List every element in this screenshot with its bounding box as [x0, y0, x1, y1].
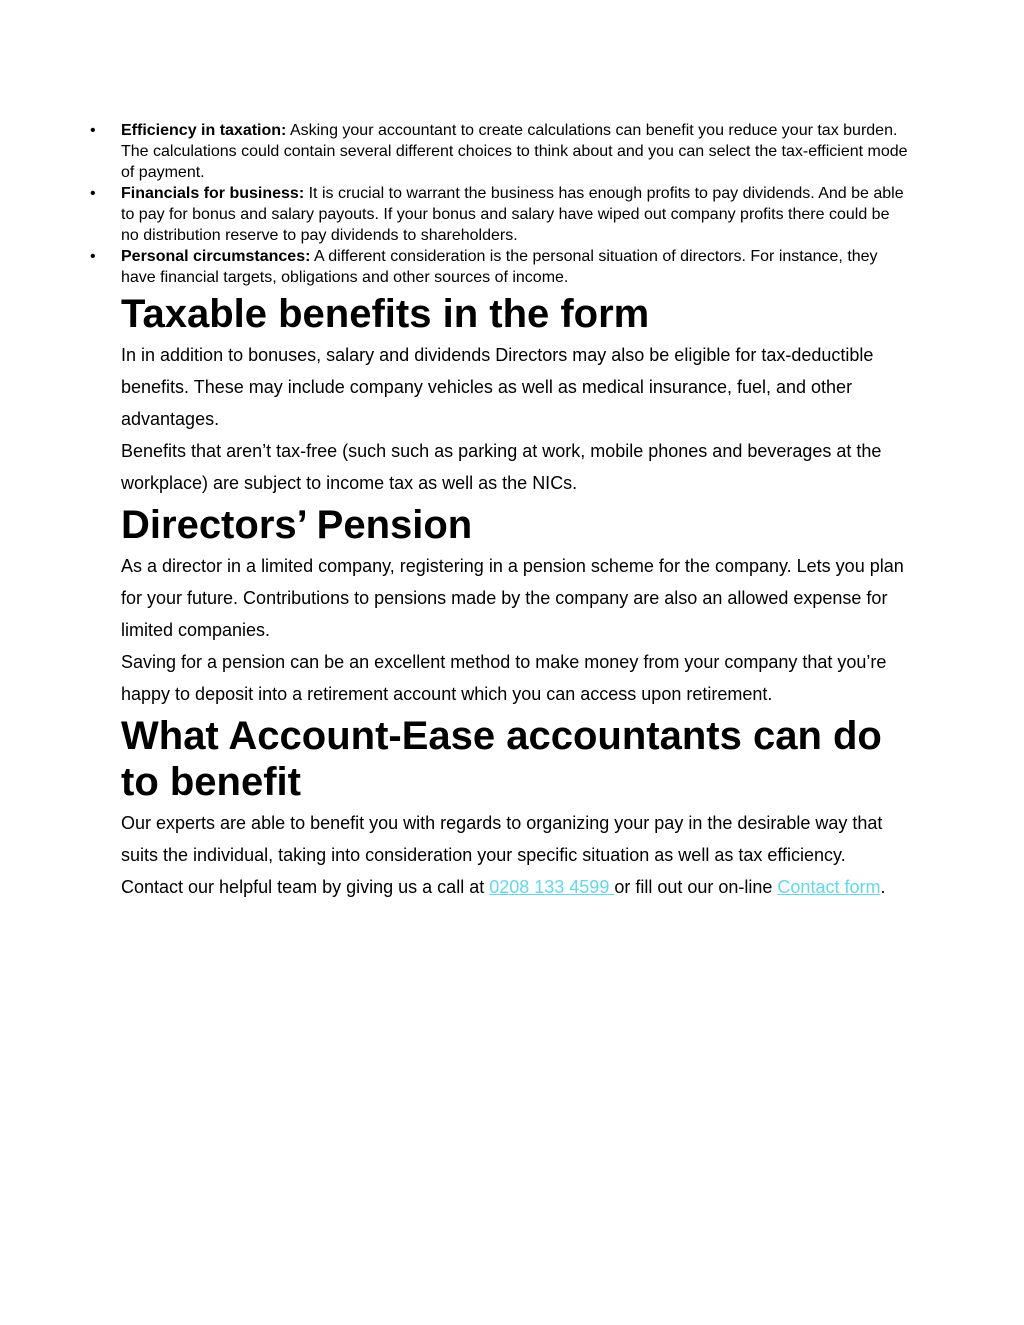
list-item-text: It is crucial to warrant the business has enough profits to pay dividends. And be able to pay for bonus and salary payouts. If your bonus and salary have wiped out company profits there could be no distribution reserve to pay dividends to shareholders. [121, 185, 904, 244]
list-item-label: Efficiency in taxation: [121, 122, 287, 139]
consideration-list [90, 120, 911, 288]
bullet-icon: • [90, 185, 96, 202]
phone-link[interactable]: 0208 133 4599 [489, 877, 615, 897]
section-heading-taxable-benefits: Taxable benefits in the form [121, 292, 650, 336]
closing-text-end: . [880, 877, 886, 897]
list-item-label: Financials for business: [121, 185, 305, 202]
closing-text: Our experts are able to benefit you with regards to organizing your pay in the desirable way that suits the individual, taking into consideration your specific situation as well as tax efficiency. Contact our helpful team by giving us a call at [121, 813, 883, 897]
section-heading-directors-pension: Directors’ Pension [121, 503, 473, 547]
paragraph: In in addition to bonuses, salary and dividends Directors may also be eligible for tax-deductible benefits. These may include company vehicles as well as medical insurance, fuel, and other advantages. [121, 345, 874, 429]
list-item [90, 120, 911, 183]
list-item-label: Personal circumstances: [121, 248, 311, 265]
contact-form-link[interactable]: Contact form [777, 877, 881, 897]
list-item [90, 183, 911, 246]
bullet-icon: • [90, 248, 96, 265]
paragraph: Benefits that aren’t tax-free (such such as parking at work, mobile phones and beverages at the workplace) are subject to income tax as well as the NICs. [121, 441, 882, 493]
list-item-text: Asking your accountant to create calculations can benefit you reduce your tax burden. The calculations could contain several different choices to think about and you can select the tax-efficient mode of payment. [121, 122, 908, 181]
paragraph: As a director in a limited company, registering in a pension scheme for the company. Lets you plan for your future. Contributions to pensions made by the company are also an allowed expense for limited companies. [121, 556, 904, 640]
document-page [90, 120, 911, 903]
section-heading-account-ease: What Account-Ease accountants can do to benefit [121, 714, 882, 804]
list-item-text: A different consideration is the personal situation of directors. For instance, they have financial targets, obligations and other sources of income. [121, 248, 878, 286]
bullet-icon: • [90, 122, 96, 139]
closing-text-middle: or fill out our on-line [614, 877, 778, 897]
paragraph: Saving for a pension can be an excellent method to make money from your company that you’re happy to deposit into a retirement account which you can access upon retirement. [121, 652, 887, 704]
closing-paragraph [121, 807, 911, 903]
list-item [90, 246, 911, 288]
